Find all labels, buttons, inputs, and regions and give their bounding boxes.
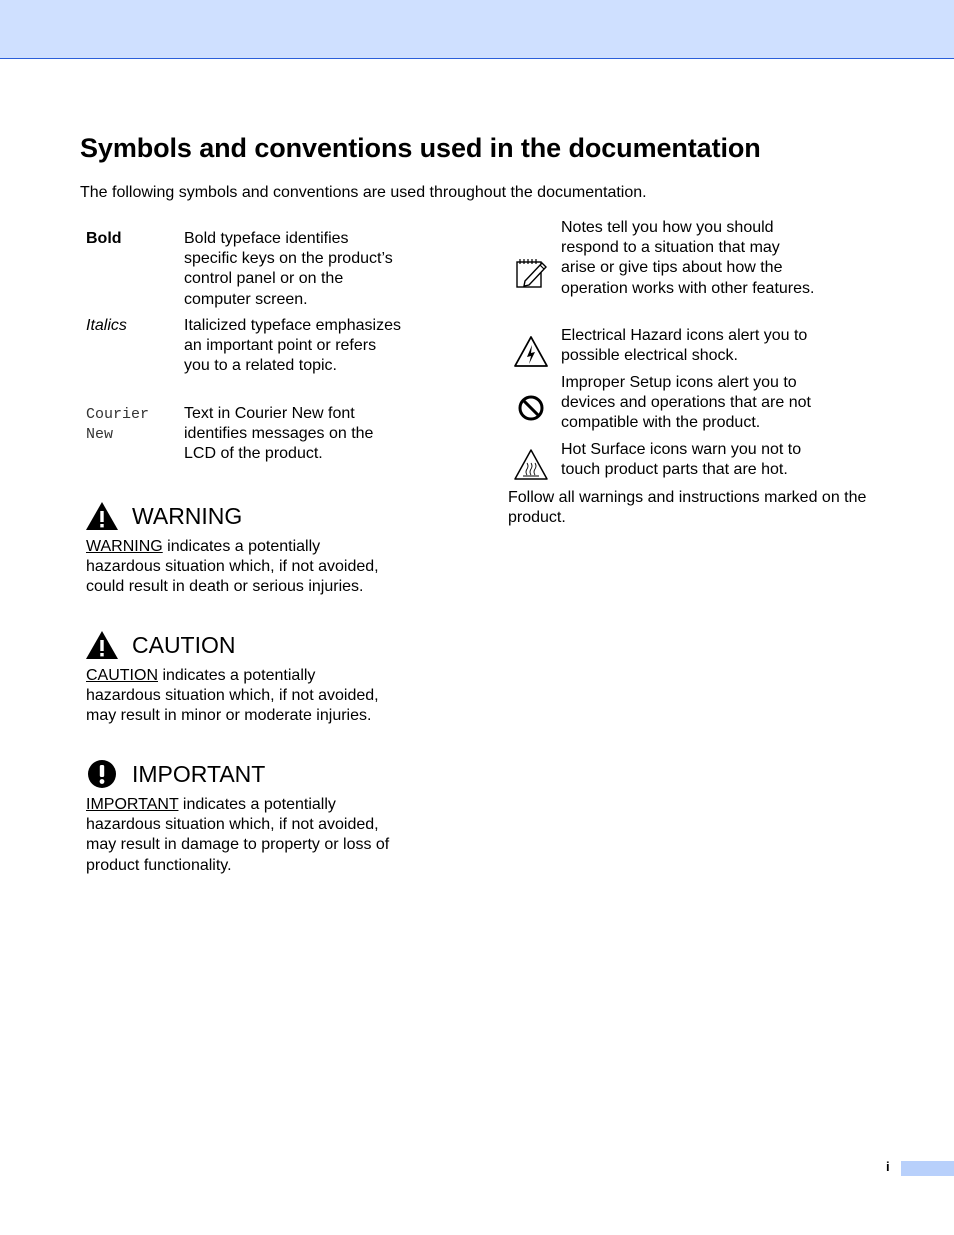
improper-setup-icon	[513, 390, 549, 426]
convention-term-bold: Bold	[86, 230, 122, 247]
warning-heading: WARNING	[132, 503, 243, 529]
page-number: i	[886, 1159, 890, 1174]
intro-paragraph: The following symbols and conventions are used throughout the documentation.	[80, 184, 647, 201]
header-bar	[0, 0, 954, 59]
hot-surface-icon	[513, 447, 549, 483]
convention-term-italics: Italics	[86, 317, 127, 334]
important-exclamation-icon	[87, 759, 117, 789]
important-heading: IMPORTANT	[132, 761, 266, 787]
caution-keyword: CAUTION	[86, 667, 158, 684]
improper-setup-description: Improper Setup icons alert you to devices and operations that are not compatible with the product.	[561, 374, 811, 432]
page-title: Symbols and conventions used in the documentation	[80, 133, 761, 163]
convention-term-courier: Courier New	[86, 406, 150, 443]
warning-text: indicates a potentially hazardous situation which, if not avoided, could result in death or serious injuries.	[86, 538, 379, 596]
convention-desc-courier: Text in Courier New font identifies messages on the LCD of the product.	[184, 405, 374, 463]
convention-desc-italics: Italicized typeface emphasizes an important point or refers you to a related topic.	[184, 317, 401, 375]
electrical-hazard-icon	[513, 334, 549, 370]
caution-text: indicates a potentially hazardous situation which, if not avoided, may result in minor or moderate injuries.	[86, 667, 379, 725]
follow-instructions-text: Follow all warnings and instructions marked on the product.	[508, 489, 867, 527]
warning-body	[86, 537, 386, 598]
note-pencil-icon	[513, 255, 549, 291]
caution-body	[86, 666, 386, 727]
electrical-hazard-description: Electrical Hazard icons alert you to possible electrical shock.	[561, 327, 808, 365]
hot-surface-description: Hot Surface icons warn you not to touch product parts that are hot.	[561, 441, 802, 479]
note-description: Notes tell you how you should respond to a situation that may arise or give tips about how the operation works with other features.	[561, 219, 815, 297]
important-text: indicates a potentially hazardous situation which, if not avoided, may result in damage to property or loss of product functionality.	[86, 796, 390, 874]
important-body	[86, 795, 396, 876]
important-keyword: IMPORTANT	[86, 796, 179, 813]
caution-triangle-icon	[85, 630, 119, 660]
convention-desc-bold: Bold typeface identifies specific keys on the product’s control panel or on the computer screen.	[184, 230, 393, 308]
warning-triangle-icon	[85, 501, 119, 531]
warning-keyword: WARNING	[86, 538, 163, 555]
caution-heading: CAUTION	[132, 632, 236, 658]
page-number-tab	[901, 1161, 954, 1176]
